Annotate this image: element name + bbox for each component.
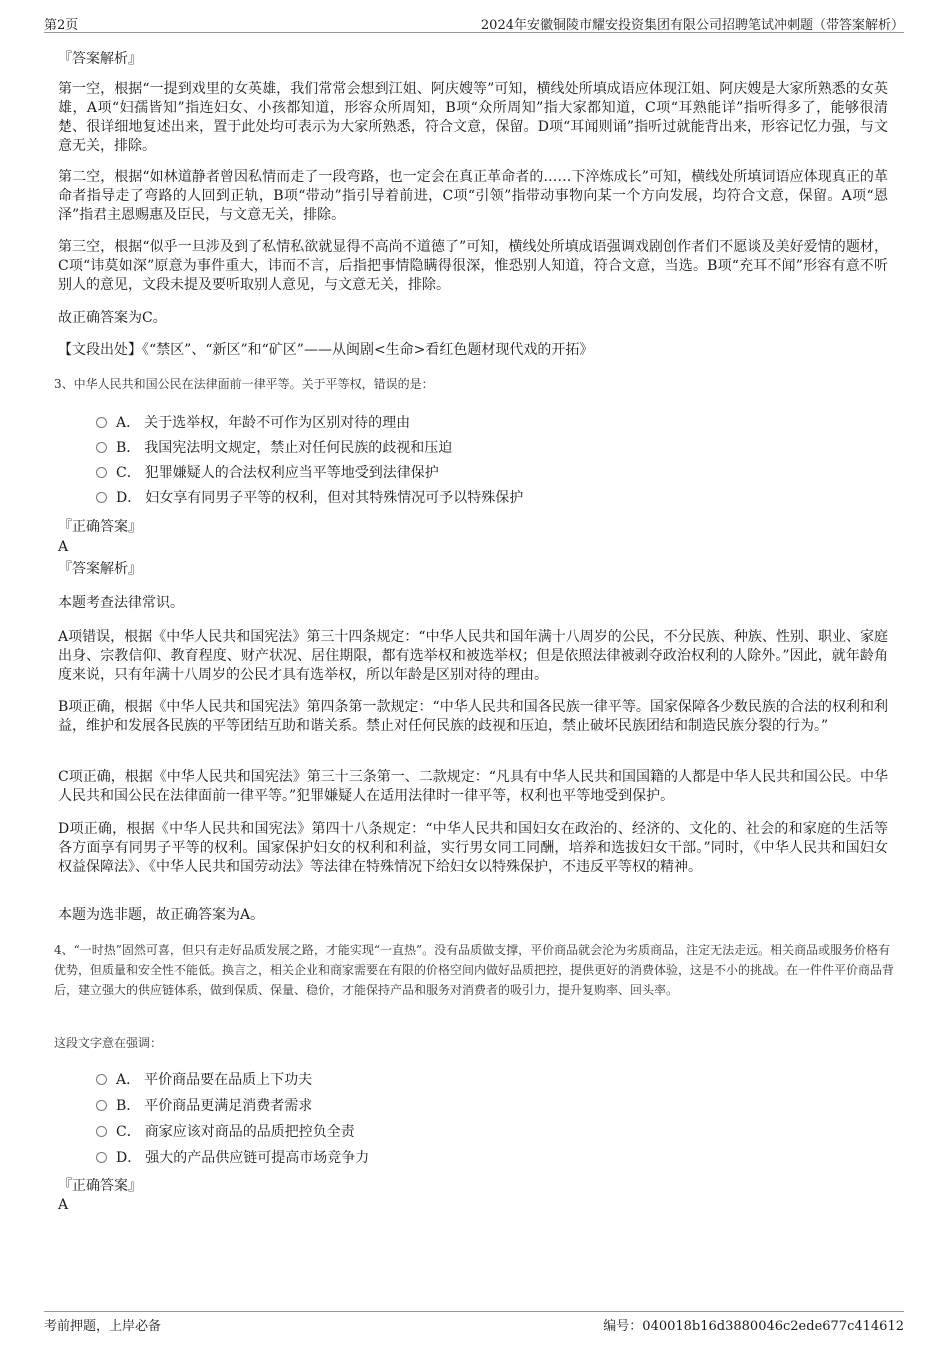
- correct-answer-label: 『正确答案』: [58, 519, 142, 535]
- option-text: 平价商品更满足消费者需求: [144, 1098, 313, 1114]
- option-key: D．: [116, 1150, 142, 1166]
- correct-answer-label: 『正确答案』: [58, 1178, 142, 1194]
- option-key: A．: [116, 415, 141, 431]
- option-b[interactable]: [96, 438, 452, 458]
- option-key: C．: [116, 465, 141, 481]
- analysis-paragraph: D项正确，根据《中华人民共和国宪法》第四十八条规定：“中华人民共和国妇女在政治的、经济的、文化的、社会的和家庭的生活等各方面享有同男子平等的权利。国家保护妇女的权利和利益，实行男女同工同酬，培养和选拔妇女干部。”同时，《中华人民共和国妇女权益保障法》、《中华人民共和国劳动法》等法律在特殊情况下给妇女以特殊保护，不违反平等权的精神。: [58, 821, 888, 875]
- analysis-paragraph: 第三空，根据“似乎一旦涉及到了私情私欲就显得不高尚不道德了”可知，横线处所填成语强调戏剧创作者们不愿谈及美好爱情的题材，C项“讳莫如深”原意为事件重大，讳而不言，后指把事情隐瞒得很深，惟恐别人知道，符合文意，当选。B项“充耳不闻”形容有意不听别人的意见，文段未提及要听取别人意见，与文意无关，排除。: [58, 239, 888, 293]
- option-text: 平价商品要在品质上下功夫: [144, 1072, 313, 1088]
- correct-answer: A: [58, 1197, 69, 1213]
- option-d[interactable]: [96, 488, 523, 508]
- option-c[interactable]: [96, 463, 439, 483]
- option-text: 关于选举权，年龄不可作为区别对待的理由: [144, 415, 411, 431]
- option-text: 犯罪嫌疑人的合法权利应当平等地受到法律保护: [144, 465, 439, 481]
- option-key: B．: [116, 1098, 141, 1114]
- page-header: [44, 12, 904, 33]
- radio-icon[interactable]: [96, 1074, 107, 1085]
- radio-icon[interactable]: [96, 467, 107, 478]
- question-stem: 4、“一时热”固然可喜，但只有走好品质发展之路，才能实现“一直热”。没有品质做支撑，平价商品就会沦为劣质商品，注定无法走远。相关商品或服务价格有优势，但质量和安全性不能低。换言之，相关企业和商家需要在有限的价格空间内做好品质把控，提供更好的消费体验，这是不小的挑战。在一件件平价商品背后，建立强大的供应链体系，做到保质、保量、稳价，才能保持产品和服务对消费者的吸引力，提升复购率、回头率。: [54, 943, 895, 997]
- analysis-paragraph: A项错误，根据《中华人民共和国宪法》第三十四条规定：“中华人民共和国年满十八周岁的公民，不分民族、种族、性别、职业、家庭出身、宗教信仰、教育程度、财产状况、居住期限，都有选举权和被选举权；但是依照法律被剥夺政治权利的人除外。”因此，就年龄角度来说，只有年满十八周岁的公民才具有选举权，所以年龄是区别对待的理由。: [58, 629, 888, 683]
- document-title: 2024年安徽铜陵市耀安投资集团有限公司招聘笔试冲刺题（带答案解析）: [480, 18, 904, 33]
- answer-analysis-label: 『答案解析』: [58, 561, 142, 577]
- option-key: A．: [116, 1072, 141, 1088]
- option-c[interactable]: [96, 1122, 355, 1142]
- option-key: B．: [116, 440, 141, 456]
- analysis-paragraph: 第二空，根据“如林道静者曾因私情而走了一段弯路，也一定会在真正革命者的……下淬炼成长”可知，横线处所填词语应体现真正的革命者指导走了弯路的人回到正轨，B项“带动”指引导着前进，C项“引领”指带动事物向某一个方向发展，均符合文意，保留。A项“恩泽”指君主恩赐惠及臣民，与文意无关，排除。: [58, 169, 888, 223]
- page-footer: [44, 1311, 904, 1334]
- question-prompt: 这段文字意在强调：: [54, 1036, 163, 1050]
- answer-analysis-label: 『答案解析』: [58, 51, 142, 67]
- footer-slogan: 考前押题，上岸必备: [44, 1319, 162, 1334]
- option-key: C．: [116, 1124, 141, 1140]
- analysis-paragraph: B项正确，根据《中华人民共和国宪法》第四条第一款规定：“中华人民共和国各民族一律平等。国家保障各少数民族的合法的权利和利益，维护和发展各民族的平等团结互助和谐关系。禁止对任何民族的歧视和压迫，禁止破坏民族团结和制造民族分裂的行为。”: [58, 699, 888, 734]
- option-text: 商家应该对商品的品质把控负全责: [144, 1124, 355, 1140]
- option-text: 我国宪法明文规定，禁止对任何民族的歧视和压迫: [144, 440, 453, 456]
- option-a[interactable]: [96, 413, 410, 433]
- option-d[interactable]: [96, 1148, 369, 1168]
- option-b[interactable]: [96, 1096, 312, 1116]
- correct-answer: A: [58, 539, 69, 555]
- radio-icon[interactable]: [96, 1126, 107, 1137]
- analysis-conclusion: 本题为选非题，故正确答案为A。: [58, 907, 265, 923]
- analysis-paragraph: C项正确，根据《中华人民共和国宪法》第三十三条第一、二款规定：“凡具有中华人民共和国国籍的人都是中华人民共和国公民。中华人民共和国公民在法律面前一律平等。”犯罪嫌疑人在适用法律时一律平等，权利也平等地受到保护。: [58, 769, 888, 804]
- question-stem: 3、中华人民共和国公民在法律面前一律平等。关于平等权，错误的是：: [54, 377, 434, 391]
- option-text: 妇女享有同男子平等的权利，但对其特殊情况可予以特殊保护: [145, 490, 524, 506]
- option-key: D．: [116, 490, 142, 506]
- option-text: 强大的产品供应链可提高市场竞争力: [145, 1150, 370, 1166]
- radio-icon[interactable]: [96, 492, 107, 503]
- radio-icon[interactable]: [96, 417, 107, 428]
- radio-icon[interactable]: [96, 1100, 107, 1111]
- radio-icon[interactable]: [96, 442, 107, 453]
- passage-source: 【文段出处】《“禁区”、“新区”和“矿区”——从闽剧<生命>看红色题材现代戏的开拓》: [58, 342, 594, 358]
- option-a[interactable]: [96, 1070, 312, 1090]
- document-serial: 编号：040018b16d3880046c2ede677c414612: [603, 1319, 904, 1334]
- analysis-paragraph: 第一空，根据“一提到戏里的女英雄，我们常常会想到江姐、阿庆嫂等”可知，横线处所填成语应体现江姐、阿庆嫂是大家所熟悉的女英雄，A项“妇孺皆知”指连妇女、小孩都知道，形容众所周知，B项“众所周知”指大家都知道，C项“耳熟能详”指听得多了，能够很清楚、很详细地复述出来，置于此处均可表示为大家所熟悉，符合文意，保留。D项“耳闻则诵”指听过就能背出来，形容记忆力强，与文意无关，排除。: [58, 81, 888, 154]
- radio-icon[interactable]: [96, 1152, 107, 1163]
- analysis-paragraph: 本题考查法律常识。: [58, 595, 184, 611]
- analysis-conclusion: 故正确答案为C。: [58, 310, 167, 326]
- page-number: 第2页: [44, 18, 79, 33]
